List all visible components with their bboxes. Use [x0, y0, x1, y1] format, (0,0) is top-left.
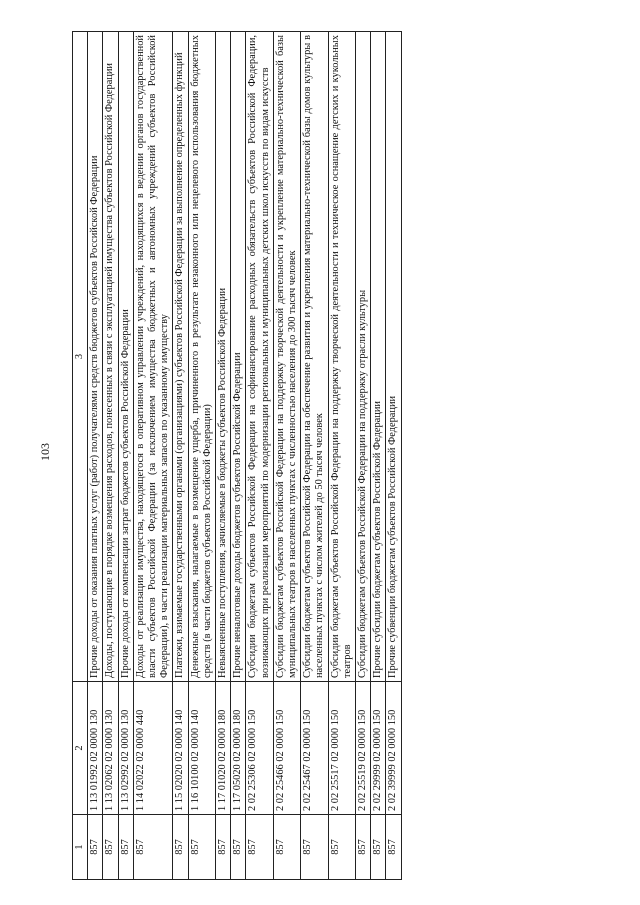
revenue-name-cell: Субсидии бюджетам субъектов Российской Федерации на поддержку отрасли культуры [356, 32, 371, 682]
table-row [246, 32, 273, 880]
budget-code-cell: 2 02 25517 02 0000 150 [328, 682, 355, 815]
revenue-name-cell: Прочие субвенции бюджетам субъектов Российской Федерации [386, 32, 401, 682]
admin-code-cell: 857 [173, 815, 188, 880]
table-row [88, 32, 103, 880]
admin-code-cell: 857 [273, 815, 300, 880]
budget-code-cell: 1 13 01992 02 0000 130 [88, 682, 103, 815]
column-header-1: 1 [73, 815, 88, 880]
revenue-name-cell: Прочие неналоговые доходы бюджетов субъектов Российской Федерации [231, 32, 246, 682]
table-row [356, 32, 371, 880]
admin-code-cell: 857 [386, 815, 401, 880]
budget-code-cell: 2 02 39999 02 0000 150 [386, 682, 401, 815]
table-body [88, 32, 401, 880]
admin-code-cell: 857 [118, 815, 133, 880]
revenue-name-cell: Прочие субсидии бюджетам субъектов Российской Федерации [371, 32, 386, 682]
revenue-name-cell: Прочие доходы от компенсации затрат бюджетов субъектов Российской Федерации [118, 32, 133, 682]
budget-code-cell: 2 02 29999 02 0000 150 [371, 682, 386, 815]
admin-code-cell: 857 [301, 815, 328, 880]
table-row [173, 32, 188, 880]
column-header-3: 3 [73, 32, 88, 682]
table-row [301, 32, 328, 880]
table-row [371, 32, 386, 880]
revenue-name-cell: Доходы от реализации имущества, находящегося в оперативном управлении учреждений, находящихся в ведении органов государственной власти субъектов Российской Федерации (за исключением имущества бюджетных и автономных учреждений субъектов Российской Федерации), в части реализации материальных запасов по указанному имуществу [133, 32, 173, 682]
revenue-codes-table [72, 31, 402, 880]
budget-code-cell: 1 17 05020 02 0000 180 [231, 682, 246, 815]
revenue-name-cell: Платежи, взимаемые государственными органами (организациями) субъектов Российской Федерации за выполнение определенных функций [173, 32, 188, 682]
admin-code-cell: 857 [328, 815, 355, 880]
admin-code-cell: 857 [231, 815, 246, 880]
revenue-name-cell: Невыясненные поступления, зачисляемые в бюджеты субъектов Российской Федерации [216, 32, 231, 682]
budget-code-cell: 1 15 02020 02 0000 140 [173, 682, 188, 815]
table-row [386, 32, 401, 880]
admin-code-cell: 857 [371, 815, 386, 880]
table-row [231, 32, 246, 880]
table-row [273, 32, 300, 880]
admin-code-cell: 857 [133, 815, 173, 880]
budget-code-cell: 1 16 10100 02 0000 140 [188, 682, 215, 815]
admin-code-cell: 857 [103, 815, 118, 880]
budget-code-cell: 1 13 02062 02 0000 130 [103, 682, 118, 815]
table-row [103, 32, 118, 880]
table-header-row [73, 32, 88, 880]
revenue-name-cell: Прочие доходы от оказания платных услуг (работ) получателями средств бюджетов субъектов Российской Федерации [88, 32, 103, 682]
budget-code-cell: 1 17 01020 02 0000 180 [216, 682, 231, 815]
revenue-name-cell: Доходы, поступающие в порядке возмещения расходов, понесенных в связи с эксплуатацией имущества субъектов Российской Федерации [103, 32, 118, 682]
budget-code-cell: 1 14 02022 02 0000 440 [133, 682, 173, 815]
table-row [216, 32, 231, 880]
rotated-page-content [72, 32, 560, 880]
admin-code-cell: 857 [356, 815, 371, 880]
page-number: 103 [38, 443, 52, 461]
table-row [328, 32, 355, 880]
revenue-name-cell: Денежные взыскания, налагаемые в возмещение ущерба, причиненного в результате незаконного или нецелевого использования бюджетных средств (в части бюджетов субъектов Российской Федерации) [188, 32, 215, 682]
admin-code-cell: 857 [246, 815, 273, 880]
budget-code-cell: 2 02 25519 02 0000 150 [356, 682, 371, 815]
revenue-name-cell: Субсидии бюджетам субъектов Российской Федерации на софинансирование расходных обязательств субъектов Российской Федерации, возникающих при реализации мероприятий по модернизации региональных и муниципальных детских школ искусств по видам искусств [246, 32, 273, 682]
table-row [133, 32, 173, 880]
revenue-name-cell: Субсидии бюджетам субъектов Российской Федерации на поддержку творческой деятельности и техническое оснащение детских и кукольных театров [328, 32, 355, 682]
admin-code-cell: 857 [88, 815, 103, 880]
admin-code-cell: 857 [188, 815, 215, 880]
budget-code-cell: 1 13 02992 02 0000 130 [118, 682, 133, 815]
revenue-name-cell: Субсидии бюджетам субъектов Российской Федерации на поддержку творческой деятельности и укрепление материально-технической базы муниципальных театров в населенных пунктах с численностью населения до 300 тысяч человек [273, 32, 300, 682]
revenue-name-cell: Субсидии бюджетам субъектов Российской Федерации на обеспечение развития и укрепления материально-технической базы домов культуры в населенных пунктах с числом жителей до 50 тысяч человек [301, 32, 328, 682]
budget-code-cell: 2 02 25306 02 0000 150 [246, 682, 273, 815]
budget-code-cell: 2 02 25466 02 0000 150 [273, 682, 300, 815]
budget-code-cell: 2 02 25467 02 0000 150 [301, 682, 328, 815]
admin-code-cell: 857 [216, 815, 231, 880]
table-row [118, 32, 133, 880]
table-row [188, 32, 215, 880]
column-header-2: 2 [73, 682, 88, 815]
